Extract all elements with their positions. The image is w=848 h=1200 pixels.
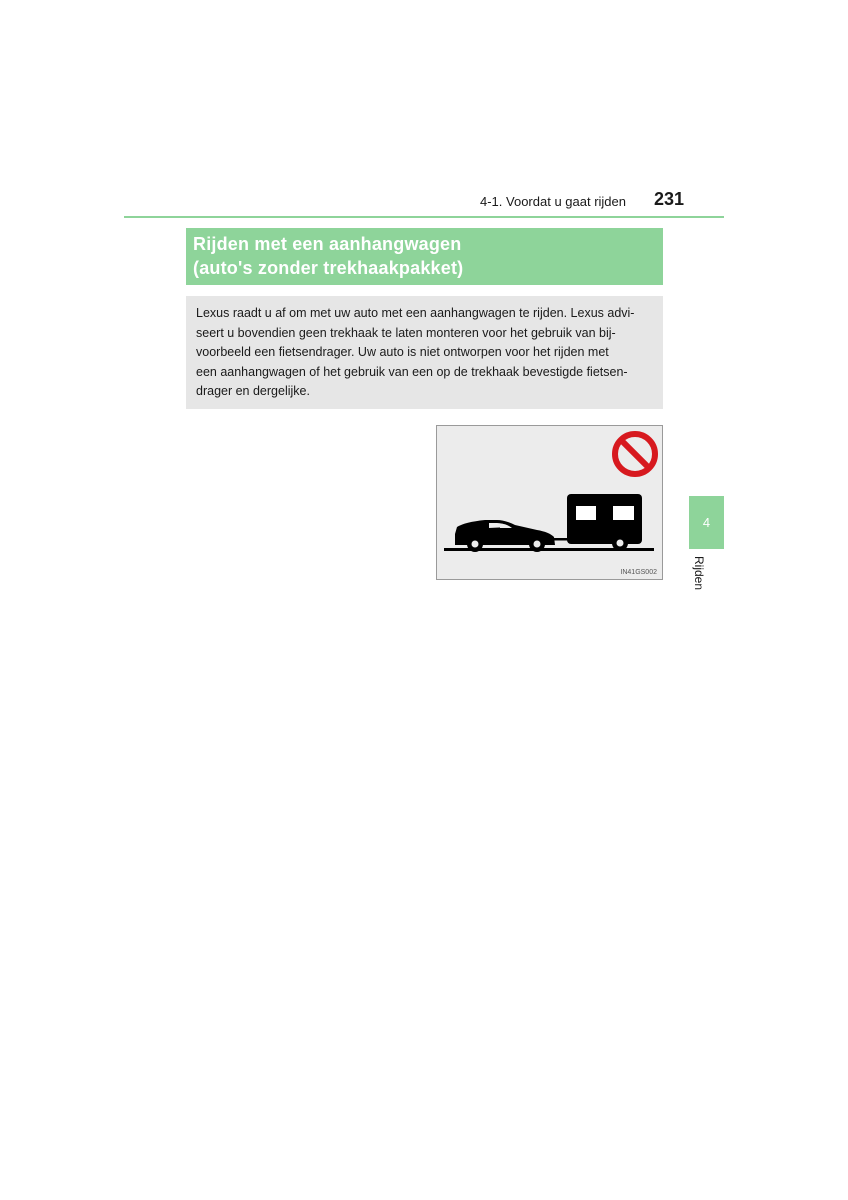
info-line: drager en dergelijke. bbox=[196, 384, 310, 398]
header-rule bbox=[124, 216, 724, 218]
heading-line: Rijden met een aanhangwagen bbox=[193, 234, 462, 254]
info-line: seert u bovendien geen trekhaak te laten monteren voor het gebruik van bij- bbox=[196, 325, 616, 340]
info-box bbox=[186, 296, 663, 409]
chapter-tab[interactable] bbox=[689, 496, 724, 549]
page-number: 231 bbox=[654, 189, 685, 209]
section-title: 4-1. Voordat u gaat rijden bbox=[480, 194, 626, 209]
trailer-icon bbox=[567, 494, 642, 551]
info-line: een aanhangwagen of het gebruik van een op de trekhaak bevestigde fietsen- bbox=[196, 364, 628, 379]
chapter-number: 4 bbox=[702, 515, 711, 530]
heading-line: (auto's zonder trekhaakpakket) bbox=[193, 258, 464, 278]
info-line: voorbeeld een fietsendrager. Uw auto is niet ontworpen voor het rijden met bbox=[196, 345, 609, 359]
prohibition-icon bbox=[615, 434, 655, 474]
illustration-code: IN41GS002 bbox=[620, 569, 657, 576]
no-trailer-illustration bbox=[436, 425, 663, 580]
tow-bar bbox=[554, 538, 568, 541]
car-icon bbox=[455, 520, 555, 552]
section-heading bbox=[186, 228, 663, 285]
chapter-label: Rijden bbox=[692, 556, 706, 591]
info-line: Lexus raadt u af om met uw auto met een aanhangwagen te rijden. Lexus advi- bbox=[196, 306, 635, 320]
